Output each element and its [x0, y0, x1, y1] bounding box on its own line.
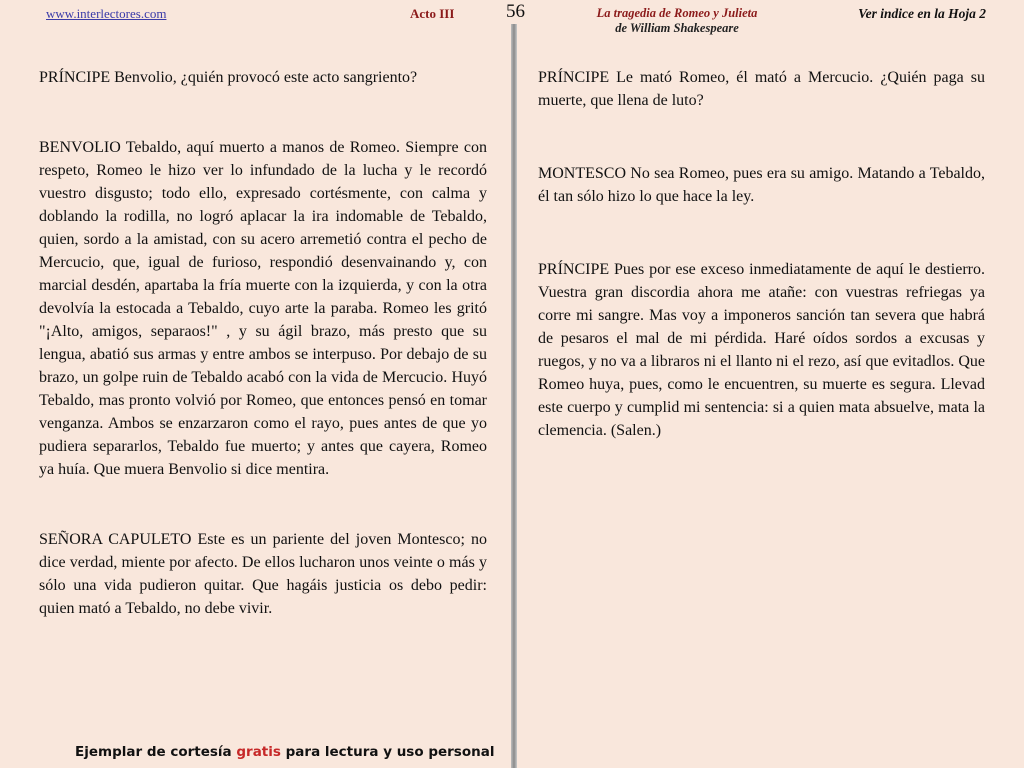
page-number: 56 — [506, 1, 525, 22]
courtesy-footer — [75, 744, 494, 760]
footer-gratis: gratis — [236, 744, 281, 760]
act-label: Acto III — [410, 6, 455, 21]
paragraph-montesco: MONTESCO No sea Romeo, pues era su amigo. Matando a Tebaldo, él tan sólo hizo lo que hace la ley. — [538, 165, 985, 205]
paragraph-principe: PRÍNCIPE Benvolio, ¿quién provocó este acto sangriento? — [39, 69, 418, 86]
site-link[interactable]: www.interlectores.com — [46, 6, 167, 21]
paragraph-benvolio: BENVOLIO Tebaldo, aquí muerto a manos de Romeo. Siempre con respeto, Romeo le hizo ver lo infundado de la lucha y le recordó vuestro disgusto; todo ello, expresado cortésmente, con calma y doblando la rodilla, no logró aplacar la ira indomable de Tebaldo, quien, sordo a la amistad, con su acero arremetió contra el pecho de Mercucio, que, igual de furioso, respondió desenvainando y, con marcial desdén, apartaba la fría muerte con la izquierda, y con la otra devolvía la estocada a Tebaldo, cuyo arte la paraba. Romeo les gritó "¡Alto, amigos, separaos!" , y su ágil brazo, más presto que su lengua, abatió sus armas y entre ambos se interpuso. Por debajo de su brazo, un golpe ruin de Tebaldo acabó con la vida de Mercucio. Huyó Tebaldo, mas pronto volvió por Romeo, que entonces pensó en tomar venganza. Ambos se enzarzaron como el rayo, pues antes de que yo pudiera separarlos, Tebaldo fue muerto; y antes que cayera, Romeo ya huía. Que muera Benvolio si dice mentira. — [39, 139, 487, 478]
paragraph-principe-reply: PRÍNCIPE Le mató Romeo, él mató a Mercucio. ¿Quién paga su muerte, que llena de luto? — [538, 69, 985, 109]
book-title — [592, 6, 762, 36]
footer-suffix: para lectura y uso personal — [285, 744, 495, 760]
book-title-line: La tragedia de Romeo y Julieta — [596, 6, 758, 20]
left-column — [39, 66, 487, 620]
footer-prefix: Ejemplar de cortesía — [75, 744, 232, 760]
book-author-line: de William Shakespeare — [615, 21, 739, 35]
index-note: Ver indice en la Hoja 2 — [858, 6, 986, 21]
right-column — [538, 66, 985, 442]
paragraph-principe-sentence: PRÍNCIPE Pues por ese exceso inmediatamente de aquí le destierro. Vuestra gran discordia ahora me atañe: con vuestras refriegas ya corre mi sangre. Mas voy a imponeros sanción tan severa que habrá de pesaros el mal de mi pérdida. Haré oídos sordos a excusas y ruegos, y no va a libraros ni el llanto ni el rezo, así que evitadlos. Que Romeo huya, pues, como le encuentren, su muerte es segura. Llevad este cuerpo y cumplid mi sentencia: si a quien mata absuelve, mata la clemencia. (Salen.) — [538, 261, 985, 439]
paragraph-senora-capuleto: SEÑORA CAPULETO Este es un pariente del joven Montesco; no dice verdad, miente por afecto. De ellos lucharon unos veinte o más y sólo una vida pudieron quitar. Que hagáis justicia os debo pedir: quien mató a Tebaldo, no debe vivir. — [39, 531, 487, 617]
page-spine-divider — [511, 24, 517, 768]
